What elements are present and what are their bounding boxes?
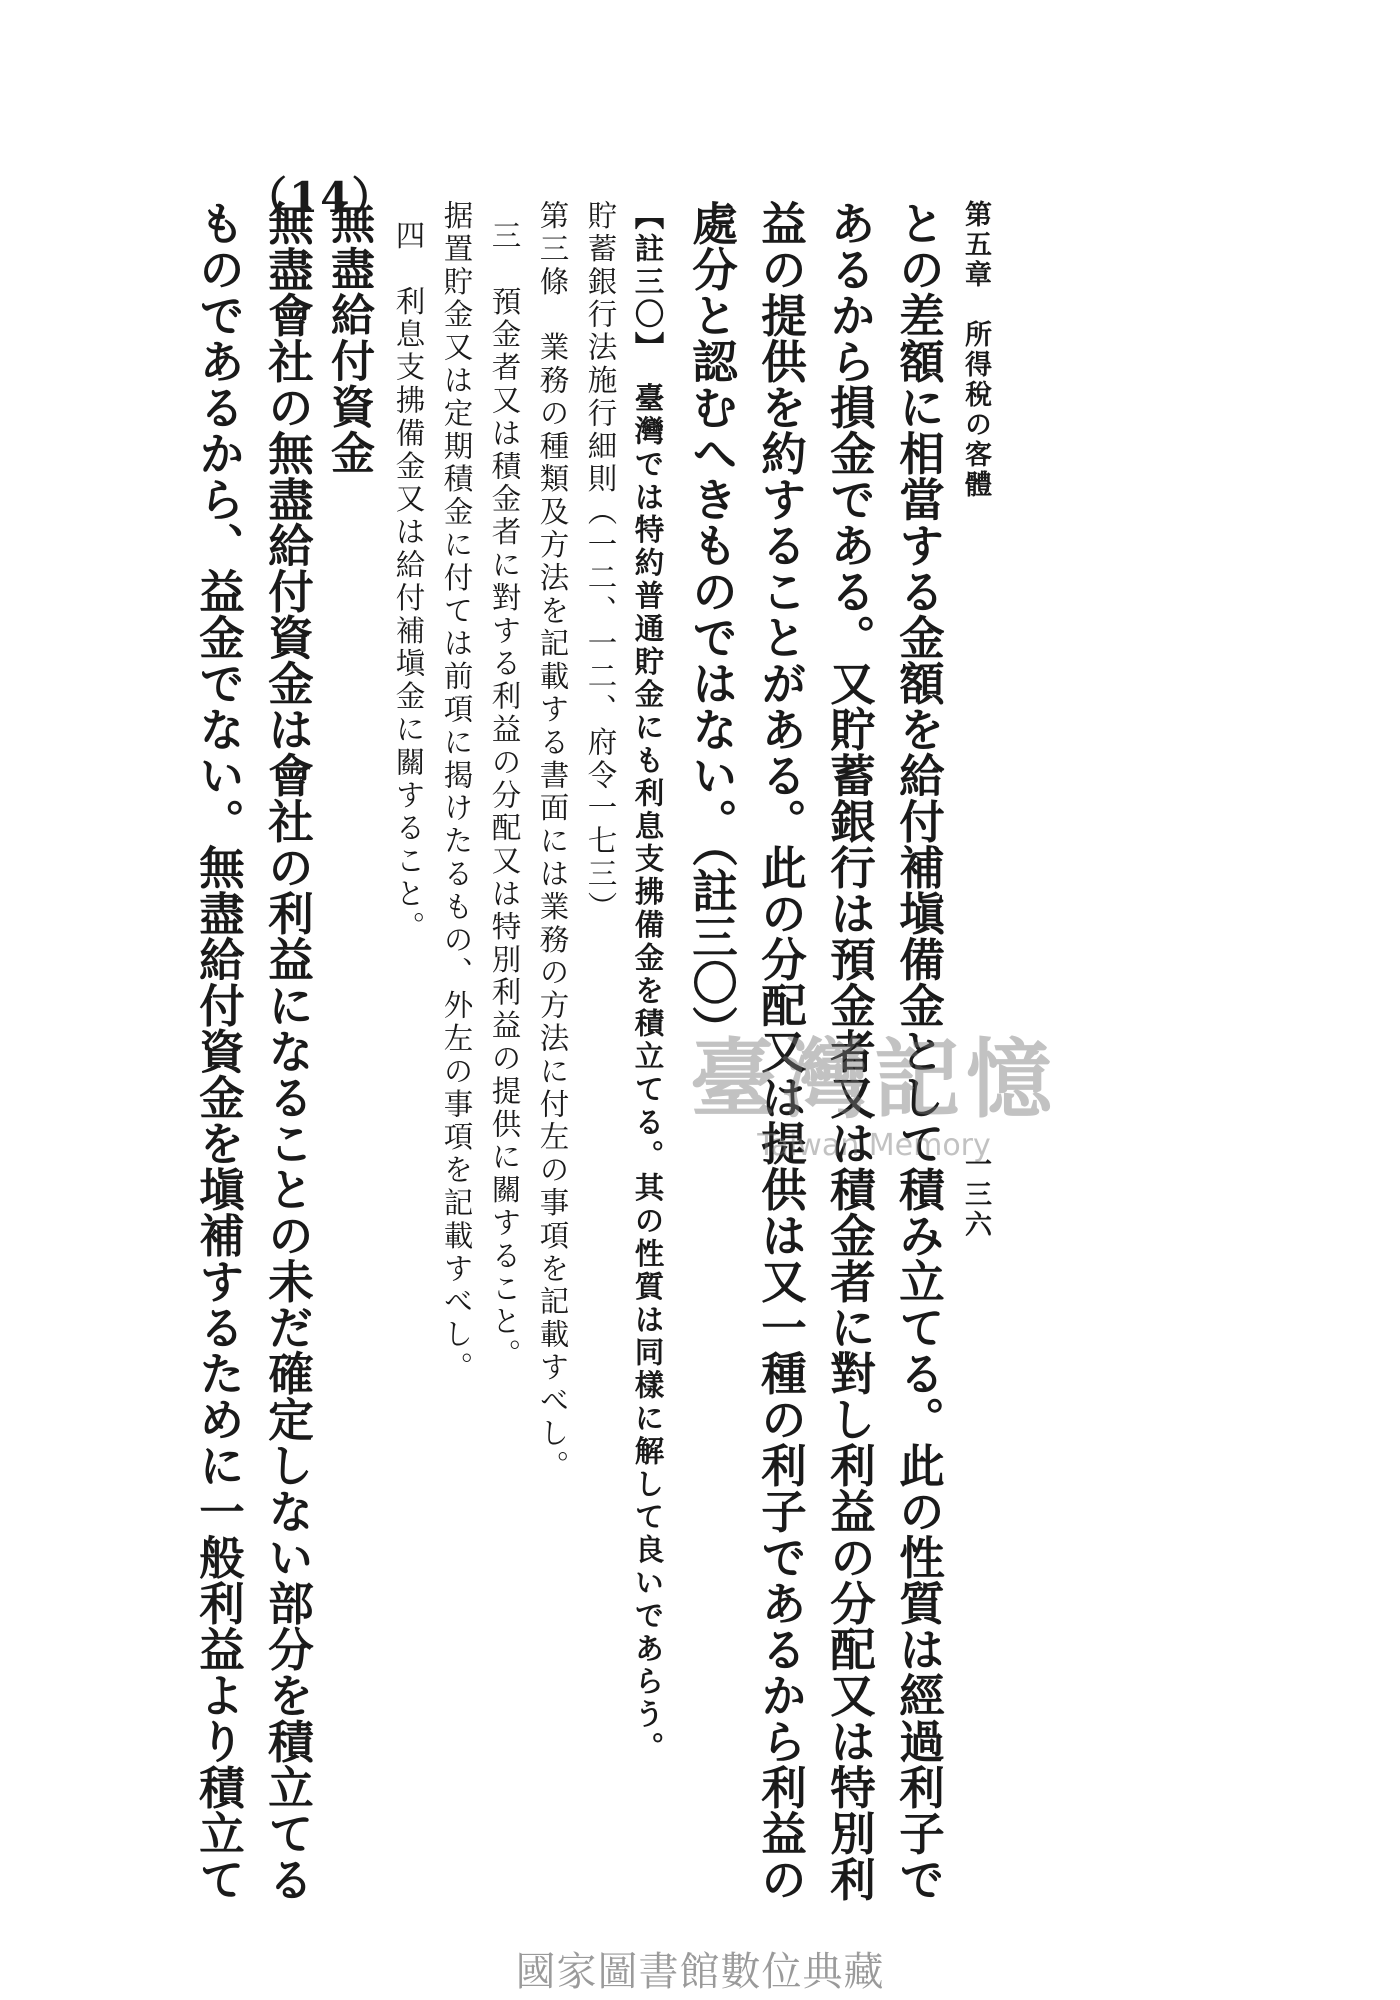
section-line: ものであるから、益金でない。無盡給付資金を塡補するために一般利益より積立て: [192, 200, 247, 1902]
section-line: 無盡會社の無盡給付資金は會社の利益になることの未だ確定しない部分を積立てる: [261, 200, 316, 1902]
note-line: 第三條 業務の種類及方法を記載する書面には業務の方法に付左の事項を記載すべし。: [535, 200, 570, 1484]
note-line: 四 利息支拂備金又は給付補塡金に關すること。: [391, 220, 426, 944]
body-line: 益の提供を約することがある。此の分配又は提供は又一種の利子であるから利益の: [754, 200, 809, 1902]
body-line: 處分と認むへきものではない。（註三〇）: [685, 200, 740, 1052]
chapter-header: 第五章 所得稅の客體: [960, 200, 991, 500]
note-line: 【註三〇】 臺灣では特約普通貯金にも利息支拂備金を積立てる。其の性質は同樣に解して良いであらう。: [630, 200, 666, 1765]
section-heading: 無盡給付資金: [323, 200, 374, 476]
watermark-english: Taiwan Memory: [757, 1128, 991, 1163]
page-number: 一三六: [960, 1150, 991, 1240]
section-number: （14）: [245, 173, 396, 222]
note-line: 据置貯金又は定期積金に付ては前項に揭けたるもの、外左の事項を記載すべし。: [439, 200, 474, 1385]
note-line: 貯蓄銀行法施行細則（一二、一二、府令一七三）: [583, 200, 618, 924]
note-line: 三 預金者又は積金者に對する利益の分配又は特別利益の提供に關すること。: [487, 220, 522, 1372]
body-line: との差額に相當する金額を給付補塡備金として積み立てる。此の性質は經過利子で: [892, 200, 947, 1902]
body-line: あるから損金である。又貯蓄銀行は預金者又は積金者に對し利益の分配又は特別利: [823, 200, 878, 1902]
footer-credit: 國家圖書館數位典藏: [515, 1949, 885, 1995]
watermark-chinese: 臺灣記憶: [690, 1029, 1058, 1130]
